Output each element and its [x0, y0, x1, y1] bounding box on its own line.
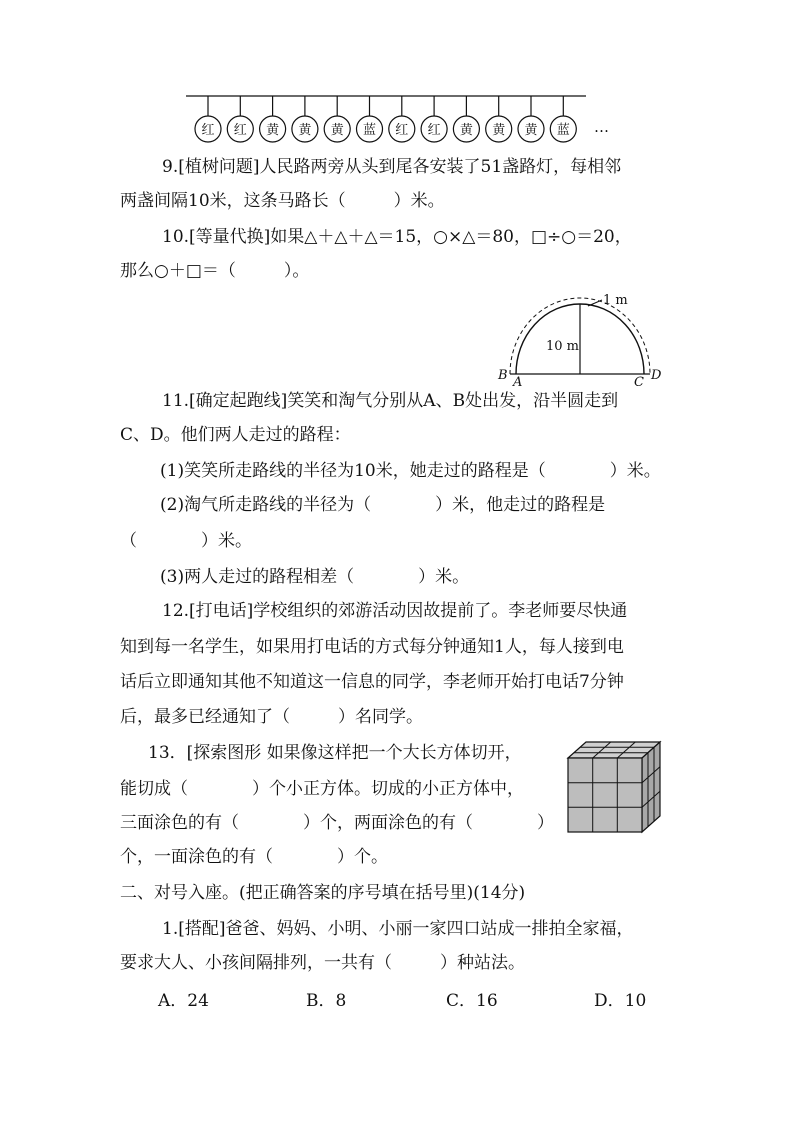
q11-line1	[162, 390, 618, 412]
q12-line1	[162, 600, 627, 622]
q13-text-2a: 能切成（	[120, 779, 188, 799]
q11-sub2-text-a: (2)淘气所走路线的半径为（	[160, 495, 372, 515]
s2q1-line1	[162, 918, 634, 940]
semicircle-track-figure	[496, 288, 676, 388]
q13-line1	[148, 742, 522, 764]
q10-line1	[162, 226, 632, 248]
q11-sub1	[160, 460, 661, 482]
q13-number: 13．	[148, 743, 187, 763]
q10-line2	[120, 260, 309, 282]
q13-text-2b: ）个小正方体。切成的小正方体中，	[252, 779, 524, 799]
q11-sub2-text-b: ）米，他走过的路程是	[435, 495, 606, 515]
lamp-label: 黄	[492, 123, 506, 138]
q12-line4	[120, 706, 423, 728]
q13-line3	[120, 812, 554, 834]
q12-text-3: 话后立即通知其他不知道这一信息的同学，李老师开始打电话7分钟	[120, 672, 624, 692]
label-1m: 1 m	[603, 293, 628, 308]
q13-text-1: 如果像这样把一个大长方体切开，	[266, 743, 522, 763]
q10-number: 10.	[162, 227, 190, 247]
q11-sub2-text-d: ）米。	[201, 531, 252, 551]
q13-text-3c: ）	[537, 813, 554, 833]
q9-line1	[162, 156, 621, 178]
q10-text-1: 如果△＋△＋△＝15，○×△＝80，□÷○＝20，	[270, 227, 632, 247]
s2q1-option-a[interactable]: A．24	[158, 991, 209, 1011]
lamp-label: 红	[395, 123, 409, 138]
s2q1-text-2a: 要求大人、小孩间隔排列，一共有（	[120, 953, 392, 973]
lamp-label: 黄	[524, 123, 538, 138]
q9-text-1: 人民路两旁从头到尾各安装了51盏路灯，每相邻	[259, 157, 622, 177]
lamp-label: 红	[201, 123, 215, 138]
lamp-label: 黄	[266, 123, 280, 138]
lamp-ellipsis: …	[594, 118, 609, 136]
q11-line2	[120, 424, 351, 446]
q12-line3	[120, 671, 624, 693]
s2q1-text-1: 爸爸、妈妈、小明、小丽一家四口站成一排拍全家福，	[225, 919, 634, 939]
lamp-label: 蓝	[362, 123, 377, 138]
q11-text-1: 笑笑和淘气分别从A、B处出发，沿半圆走到	[287, 391, 619, 411]
s2q1-text-2b: ）种站法。	[440, 953, 525, 973]
q13-tag: [探索图形	[186, 743, 262, 763]
s2q1-number: 1.	[162, 919, 179, 939]
label-C: C	[634, 375, 644, 388]
q11-sub3-text-a: (3)两人走过的路程相差（	[160, 567, 355, 587]
lamp-label: 黄	[298, 123, 312, 138]
q11-tag: [确定起跑线]	[189, 391, 288, 411]
q11-sub2	[160, 494, 605, 516]
q9-text-2a: 两盏间隔10米，这条马路长（	[120, 191, 346, 211]
q11-number: 11.	[162, 391, 190, 411]
label-A: A	[513, 375, 523, 388]
q9-number: 9.	[162, 157, 179, 177]
q9-tag: [植树问题]	[178, 157, 260, 177]
q9-text-2b: ）米。	[393, 191, 445, 211]
q12-number: 12.	[162, 601, 190, 621]
s2q1-option-c[interactable]: C．16	[446, 991, 498, 1011]
q13-line4	[120, 846, 388, 868]
q12-tag: [打电话]	[189, 601, 254, 621]
q11-sub3-text-b: ）米。	[418, 567, 470, 587]
q10-tag: [等量代换]	[189, 227, 271, 247]
section2-title	[120, 882, 525, 904]
label-10m: 10 m	[546, 339, 580, 354]
q13-text-4b: ）个。	[337, 847, 388, 867]
s2q1-line2	[120, 952, 525, 974]
cuboid-figure	[562, 738, 666, 838]
q10-text-2b: ）。	[283, 261, 310, 281]
q12-text-2: 知到每一名学生，如果用打电话的方式每分钟通知1人，每人接到电	[120, 637, 624, 657]
q11-sub1-text-b: ）米。	[609, 461, 661, 481]
q11-sub3	[160, 566, 469, 588]
q11-text-2: C、D。他们两人走过的路程：	[120, 425, 351, 445]
q12-text-4a: 后，最多已经通知了（	[120, 707, 290, 727]
label-D: D	[651, 368, 662, 383]
q11-sub2-cont	[120, 530, 252, 552]
lamp-label: 红	[233, 123, 247, 138]
lamp-label: 红	[427, 123, 441, 138]
q13-line2	[120, 778, 524, 800]
q13-text-4a: 个，一面涂色的有（	[120, 847, 273, 867]
s2q1-tag: [搭配]	[178, 919, 226, 939]
s2q1-option-d[interactable]: D．10	[594, 991, 647, 1011]
lamp-label: 蓝	[556, 123, 570, 138]
section2-title-text: 二、对号入座。(把正确答案的序号填在括号里)(14分)	[120, 883, 526, 903]
q12-line2	[120, 636, 624, 658]
q11-sub2-text-c: （	[120, 531, 137, 551]
lamp-row-figure	[180, 88, 640, 146]
q11-sub1-text-a: (1)笑笑所走路线的半径为10米，她走过的路程是（	[160, 461, 546, 481]
lamp-label: 黄	[330, 123, 344, 138]
q12-text-1: 学校组织的郊游活动因故提前了。李老师要尽快通	[253, 601, 628, 621]
lamp-label: 黄	[459, 123, 473, 138]
q12-text-4b: ）名同学。	[338, 707, 423, 727]
q13-text-3b: ）个，两面涂色的有（	[303, 813, 473, 833]
q13-text-3a: 三面涂色的有（	[120, 813, 239, 833]
q10-text-2a: 那么○＋□＝（	[120, 261, 236, 281]
q9-line2	[120, 190, 445, 212]
s2q1-option-b[interactable]: B．8	[306, 991, 347, 1011]
label-B: B	[498, 368, 508, 383]
